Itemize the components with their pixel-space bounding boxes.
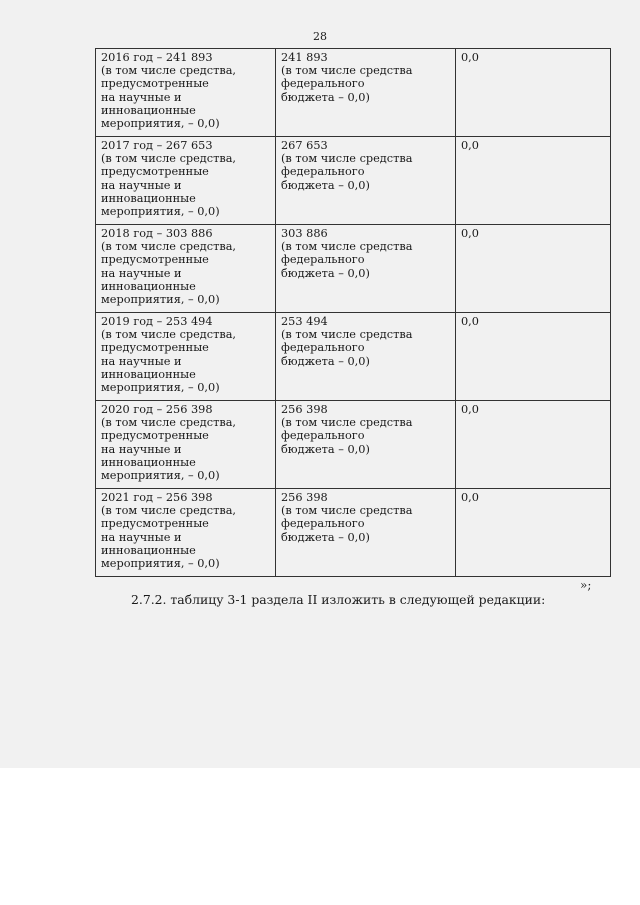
cell-text-line: (в том числе средства [281, 64, 413, 78]
cell-text-line: (в том числе средства, [101, 504, 237, 518]
cell-text-line: 2021 год – 256 398 [101, 491, 213, 504]
other-sources-cell [456, 49, 611, 137]
cell-text-line: 2017 год – 267 653 [101, 139, 213, 152]
federal-budget-cell [276, 489, 456, 577]
cell-text-line: 267 653 [281, 139, 328, 152]
cell-text-line: федерального [281, 517, 365, 531]
other-sources-cell [456, 225, 611, 313]
cell-text-line: на научные и [101, 442, 182, 456]
cell-text-line: инновационные [101, 367, 196, 381]
cell-text-line: 2019 год – 253 494 [101, 315, 213, 328]
table-row [96, 489, 611, 577]
cell-text-line: 303 886 [281, 227, 328, 240]
cell-text-line: (в том числе средства [281, 504, 413, 518]
cell-text-line: 0,0 [461, 139, 479, 152]
cell-text-line: 0,0 [461, 227, 479, 240]
cell-text-line: (в том числе средства [281, 416, 413, 430]
cell-text-line: 253 494 [281, 315, 328, 328]
year-total-cell [96, 489, 276, 577]
amendment-paragraph: 2.7.2. таблицу 3-1 раздела II изложить в следующей редакции: [131, 592, 546, 607]
cell-text-line: (в том числе средства, [101, 240, 237, 254]
cell-text-line: (в том числе средства [281, 328, 413, 342]
cell-text-line: на научные и [101, 354, 182, 368]
cell-text-line: предусмотренные [101, 165, 209, 179]
cell-text-line: инновационные [101, 191, 196, 205]
cell-text-line: (в том числе средства [281, 152, 413, 166]
cell-text-line: мероприятия, – 0,0) [101, 381, 220, 395]
page-number: 28 [313, 30, 327, 43]
cell-text-line: 2016 год – 241 893 [101, 51, 213, 64]
cell-text-line: бюджета – 0,0) [281, 354, 370, 368]
cell-text-line: федерального [281, 341, 365, 355]
cell-text-line: федерального [281, 429, 365, 443]
table-row [96, 137, 611, 225]
year-total-cell [96, 401, 276, 489]
cell-text-line: предусмотренные [101, 341, 209, 355]
cell-text-line: на научные и [101, 530, 182, 544]
table-row [96, 401, 611, 489]
cell-text-line: бюджета – 0,0) [281, 90, 370, 104]
federal-budget-cell [276, 313, 456, 401]
cell-text-line: 0,0 [461, 403, 479, 416]
cell-text-line: бюджета – 0,0) [281, 530, 370, 544]
cell-text-line: бюджета – 0,0) [281, 442, 370, 456]
table-row [96, 225, 611, 313]
cell-text-line: инновационные [101, 279, 196, 293]
cell-text-line: федерального [281, 165, 365, 179]
other-sources-cell [456, 489, 611, 577]
cell-text-line: федерального [281, 253, 365, 267]
federal-budget-cell [276, 225, 456, 313]
cell-text-line: мероприятия, – 0,0) [101, 117, 220, 131]
cell-text-line: мероприятия, – 0,0) [101, 557, 220, 571]
year-total-cell [96, 225, 276, 313]
other-sources-cell [456, 401, 611, 489]
federal-budget-cell [276, 137, 456, 225]
cell-text-line: (в том числе средства, [101, 64, 237, 78]
funding-table [95, 48, 611, 577]
cell-text-line: инновационные [101, 103, 196, 117]
year-total-cell [96, 137, 276, 225]
cell-text-line: (в том числе средства, [101, 328, 237, 342]
cell-text-line: предусмотренные [101, 253, 209, 267]
cell-text-line: предусмотренные [101, 429, 209, 443]
closing-quote: »; [580, 578, 592, 592]
cell-text-line: инновационные [101, 543, 196, 557]
cell-text-line: 0,0 [461, 51, 479, 64]
cell-text-line: мероприятия, – 0,0) [101, 205, 220, 219]
cell-text-line: 0,0 [461, 491, 479, 504]
cell-text-line: бюджета – 0,0) [281, 178, 370, 192]
cell-text-line: (в том числе средства, [101, 416, 237, 430]
other-sources-cell [456, 137, 611, 225]
cell-text-line: мероприятия, – 0,0) [101, 293, 220, 307]
cell-text-line: (в том числе средства [281, 240, 413, 254]
cell-text-line: на научные и [101, 90, 182, 104]
cell-text-line: предусмотренные [101, 517, 209, 531]
cell-text-line: бюджета – 0,0) [281, 266, 370, 280]
table-row [96, 49, 611, 137]
cell-text-line: предусмотренные [101, 77, 209, 91]
year-total-cell [96, 49, 276, 137]
federal-budget-cell [276, 401, 456, 489]
cell-text-line: на научные и [101, 178, 182, 192]
cell-text-line: на научные и [101, 266, 182, 280]
cell-text-line: 241 893 [281, 51, 328, 64]
cell-text-line: мероприятия, – 0,0) [101, 469, 220, 483]
cell-text-line: 2020 год – 256 398 [101, 403, 213, 416]
table-row [96, 313, 611, 401]
year-total-cell [96, 313, 276, 401]
cell-text-line: 0,0 [461, 315, 479, 328]
cell-text-line: 256 398 [281, 491, 328, 504]
cell-text-line: инновационные [101, 455, 196, 469]
other-sources-cell [456, 313, 611, 401]
cell-text-line: 256 398 [281, 403, 328, 416]
federal-budget-cell [276, 49, 456, 137]
cell-text-line: (в том числе средства, [101, 152, 237, 166]
cell-text-line: 2018 год – 303 886 [101, 227, 213, 240]
cell-text-line: федерального [281, 77, 365, 91]
